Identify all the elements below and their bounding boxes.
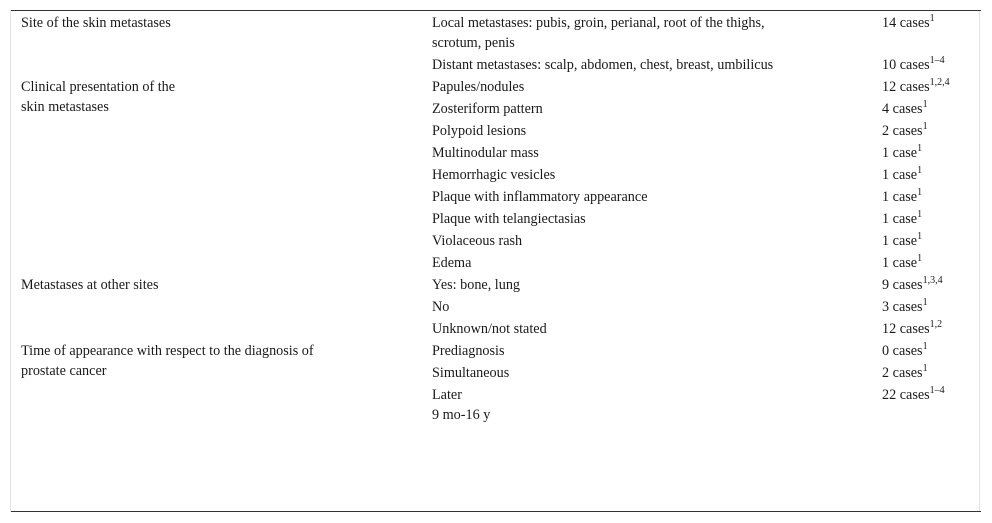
case-count [882, 385, 954, 407]
row-group-label: Metastases at other sites [21, 277, 159, 293]
reference-superscript: 1 [922, 99, 928, 110]
case-count [882, 143, 954, 165]
reference-superscript: 1 [922, 363, 928, 374]
item-description-detail: 9 mo-16 y [432, 407, 491, 423]
table-row [21, 275, 954, 297]
item-description-text: Hemorrhagic vesicles [432, 167, 556, 183]
case-count-text: 2 cases [882, 365, 923, 381]
case-count [882, 363, 954, 385]
table-bottom-rule [11, 511, 981, 512]
table-top-rule [11, 10, 981, 11]
item-description [432, 187, 882, 209]
case-count [882, 253, 954, 275]
item-description [432, 319, 882, 341]
case-count-text: 14 cases [882, 15, 930, 31]
case-count-text: 1 case [882, 167, 918, 183]
item-description [432, 121, 882, 143]
item-description [432, 297, 882, 319]
item-description [432, 77, 882, 99]
case-count [882, 55, 954, 77]
table-row [21, 13, 954, 55]
metastases-table [21, 13, 954, 427]
reference-superscript: 1–4 [929, 55, 945, 66]
item-description-text: Unknown/not stated [432, 321, 547, 337]
item-description-text: Polypoid lesions [432, 123, 527, 139]
case-count-text: 9 cases [882, 277, 923, 293]
case-count [882, 121, 954, 143]
item-description-text: Simultaneous [432, 365, 510, 381]
case-count [882, 77, 954, 99]
row-group-label: Site of the skin metastases [21, 15, 171, 31]
case-count [882, 165, 954, 187]
case-count-text: 12 cases [882, 79, 930, 95]
item-description-text: No [432, 299, 450, 315]
case-count [882, 187, 954, 209]
table-row [21, 77, 954, 99]
item-description [432, 55, 882, 77]
reference-superscript: 1 [917, 231, 923, 242]
reference-superscript: 1,2,4 [929, 77, 950, 88]
item-description-text: Distant metastases: scalp, abdomen, chest, breast, umbilicus [432, 57, 774, 73]
reference-superscript: 1,2 [929, 319, 943, 330]
item-description [432, 275, 882, 297]
case-count-text: 1 case [882, 211, 918, 227]
item-description-text: Plaque with telangiectasias [432, 211, 586, 227]
item-description [432, 231, 882, 253]
item-description-text: Later [432, 387, 462, 403]
case-count-text: 1 case [882, 189, 918, 205]
item-description [432, 253, 882, 275]
case-count [882, 99, 954, 121]
item-description [432, 209, 882, 231]
item-description-text: Yes: bone, lung [432, 277, 521, 293]
reference-superscript: 1 [929, 13, 935, 24]
item-description [432, 13, 882, 55]
case-count-text: 1 case [882, 233, 918, 249]
case-count [882, 231, 954, 253]
case-count [882, 341, 954, 363]
item-description-text: Violaceous rash [432, 233, 523, 249]
table-row [21, 341, 954, 363]
item-description [432, 385, 882, 427]
reference-superscript: 1,3,4 [922, 275, 943, 286]
item-description [432, 99, 882, 121]
item-description [432, 341, 882, 363]
reference-superscript: 1 [917, 165, 923, 176]
row-group-label: Time of appearance with respect to the diagnosis of prostate cancer [21, 343, 314, 379]
item-description-text: Plaque with inflammatory appearance [432, 189, 648, 205]
item-description-text: Local metastases: pubis, groin, perianal, root of the thighs, scrotum, penis [432, 15, 765, 51]
reference-superscript: 1 [922, 297, 928, 308]
reference-superscript: 1 [917, 187, 923, 198]
case-count [882, 13, 954, 35]
case-count-text: 3 cases [882, 299, 923, 315]
case-count-text: 2 cases [882, 123, 923, 139]
reference-superscript: 1–4 [929, 385, 945, 396]
case-count [882, 275, 954, 297]
case-count-text: 1 case [882, 145, 918, 161]
case-count-text: 12 cases [882, 321, 930, 337]
case-count-text: 4 cases [882, 101, 923, 117]
item-description-text: Zosteriform pattern [432, 101, 543, 117]
reference-superscript: 1 [917, 143, 923, 154]
reference-superscript: 1 [917, 253, 923, 264]
item-description-text: Multinodular mass [432, 145, 539, 161]
reference-superscript: 1 [922, 341, 928, 352]
item-description [432, 363, 882, 385]
item-description-text: Edema [432, 255, 472, 271]
reference-superscript: 1 [922, 121, 928, 132]
row-group-label: Clinical presentation of the skin metastases [21, 79, 176, 115]
item-description [432, 143, 882, 165]
case-count [882, 297, 954, 319]
item-description [432, 165, 882, 187]
case-count-text: 0 cases [882, 343, 923, 359]
reference-superscript: 1 [917, 209, 923, 220]
item-description-text: Prediagnosis [432, 343, 505, 359]
case-count-text: 1 case [882, 255, 918, 271]
case-count-text: 22 cases [882, 387, 930, 403]
case-count [882, 209, 954, 231]
case-count-text: 10 cases [882, 57, 930, 73]
case-count [882, 319, 954, 341]
item-description-text: Papules/nodules [432, 79, 525, 95]
